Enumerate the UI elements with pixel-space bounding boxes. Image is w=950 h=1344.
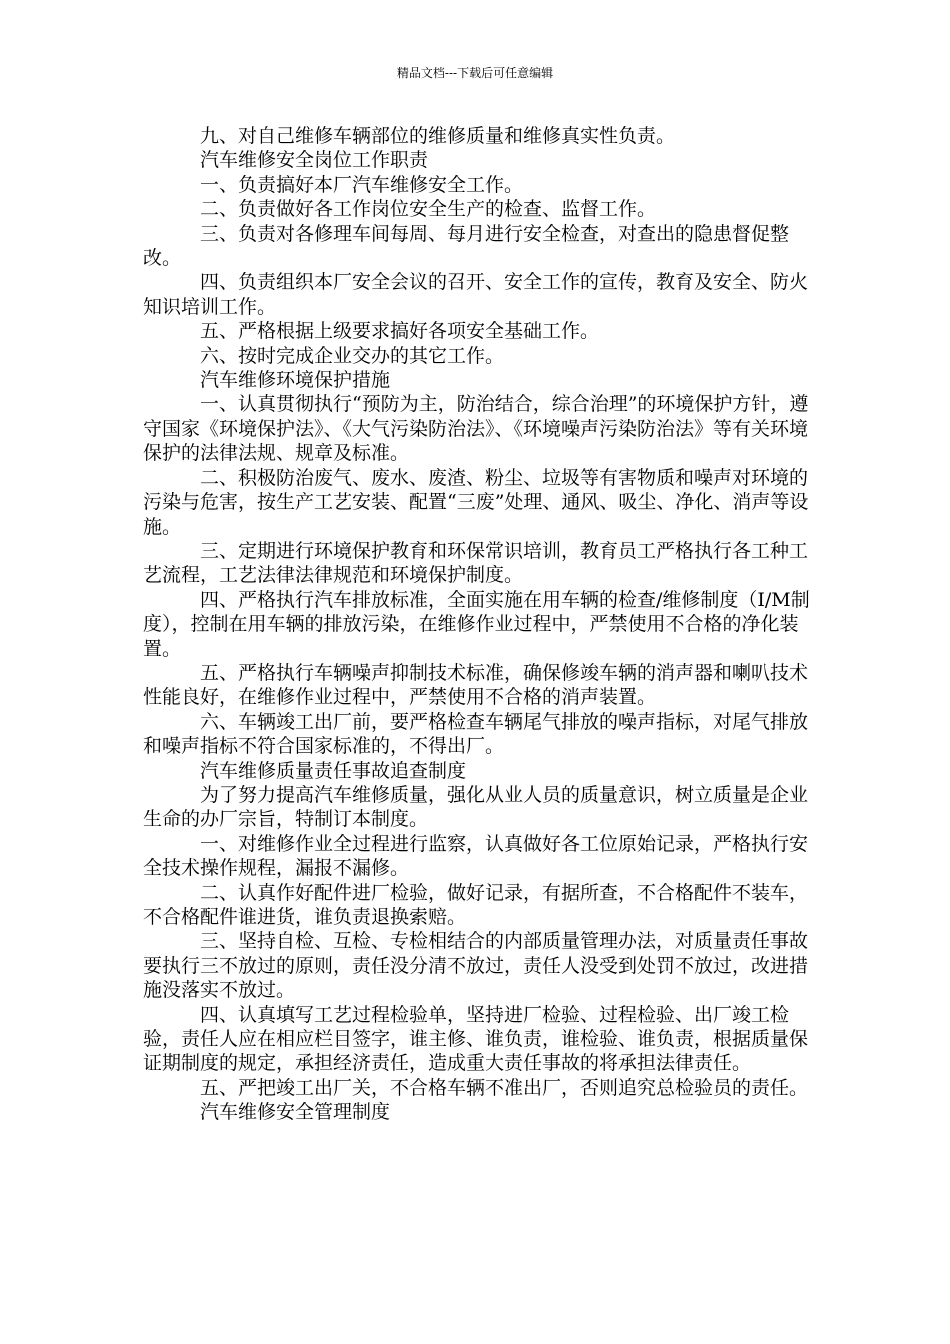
clause-4: 四、严格执行汽车排放标准，全面实施在用车辆的检查/维修制度（I/M制度），控制在用车辆的排放污染，在维修作业过程中，严禁使用不合格的净化装置。 bbox=[143, 588, 810, 660]
clause-1: 一、对维修作业全过程进行监察，认真做好各工位原始记录，严格执行安全技术操作规程，漏报不漏修。 bbox=[143, 832, 809, 880]
section-heading-quality-accountability: 汽车维修质量责任事故追查制度 bbox=[200, 759, 467, 782]
clause-5: 五、严格根据上级要求搞好各项安全基础工作。 bbox=[200, 320, 600, 343]
clause-2: 二、积极防治废气、废水、废渣、粉尘、垃圾等有害物质和噪声对环境的污染与危害，按生产工艺安装、配置“三废”处理、通风、吸尘、净化、消声等设施。 bbox=[143, 466, 809, 538]
clause-3: 三、负责对各修理车间每周、每月进行安全检查，对查出的隐患督促整改。 bbox=[143, 222, 790, 270]
clause-5: 五、严格执行车辆噪声抑制技术标准，确保修竣车辆的消声器和喇叭技术性能良好，在维修作业过程中，严禁使用不合格的消声装置。 bbox=[143, 661, 809, 709]
section-heading-safety-duties: 汽车维修安全岗位工作职责 bbox=[200, 149, 429, 172]
clause-2: 二、认真作好配件进厂检验，做好记录，有据所查，不合格配件不装车，不合格配件谁进货，谁负责退换索赔。 bbox=[143, 881, 809, 928]
page-header: 精品文档---下载后可任意编辑 bbox=[396, 66, 554, 80]
clause-6: 六、车辆竣工出厂前，要严格检查车辆尾气排放的噪声指标，对尾气排放和噪声指标不符合国家标准的，不得出厂。 bbox=[143, 710, 809, 758]
clause-5: 五、严把竣工出厂关，不合格车辆不准出厂，否则追究总检验员的责任。 bbox=[200, 1076, 809, 1099]
clause-2: 二、负责做好各工作岗位安全生产的检查、监督工作。 bbox=[200, 198, 657, 221]
section-heading-safety-management: 汽车维修安全管理制度 bbox=[200, 1101, 391, 1124]
clause-3: 三、定期进行环境保护教育和环保常识培训，教育员工严格执行各工种工艺流程，工艺法律法律规范和环境保护制度。 bbox=[143, 539, 809, 587]
section-heading-environment: 汽车维修环境保护措施 bbox=[200, 369, 391, 392]
clause-4: 四、认真填写工艺过程检验单，坚持进厂检验、过程检验、出厂竣工检验，责任人应在相应栏目签字，谁主修、谁负责，谁检验、谁负责，根据质量保证期制度的规定，承担经济责任，造成重大责任事故的将承担法律责任。 bbox=[143, 1003, 809, 1075]
clause-3: 三、坚持自检、互检、专检相结合的内部质量管理办法，对质量责任事故要执行三不放过的原则，责任没分清不放过，责任人没受到处罚不放过，改进措施没落实不放过。 bbox=[143, 930, 809, 1002]
clause-9: 九、对自己维修车辆部位的维修质量和维修真实性负责。 bbox=[200, 125, 676, 147]
clause-4: 四、负责组织本厂安全会议的召开、安全工作的宣传，教育及安全、防火知识培训工作。 bbox=[143, 271, 809, 318]
clause-1: 一、认真贯彻执行“预防为主，防治结合，综合治理”的环境保护方针，遵守国家《环境保护法》、《大气污染防治法》、《环境噪声污染防治法》等有关环境保护的法律法规、规章及标准。 bbox=[143, 393, 809, 465]
document-body bbox=[143, 124, 815, 1125]
clause-1: 一、负责搞好本厂汽车维修安全工作。 bbox=[200, 173, 524, 196]
intro-paragraph: 为了努力提高汽车维修质量，强化从业人员的质量意识，树立质量是企业生命的办厂宗旨，特制订本制度。 bbox=[143, 783, 809, 831]
clause-6: 六、按时完成企业交办的其它工作。 bbox=[200, 344, 505, 367]
